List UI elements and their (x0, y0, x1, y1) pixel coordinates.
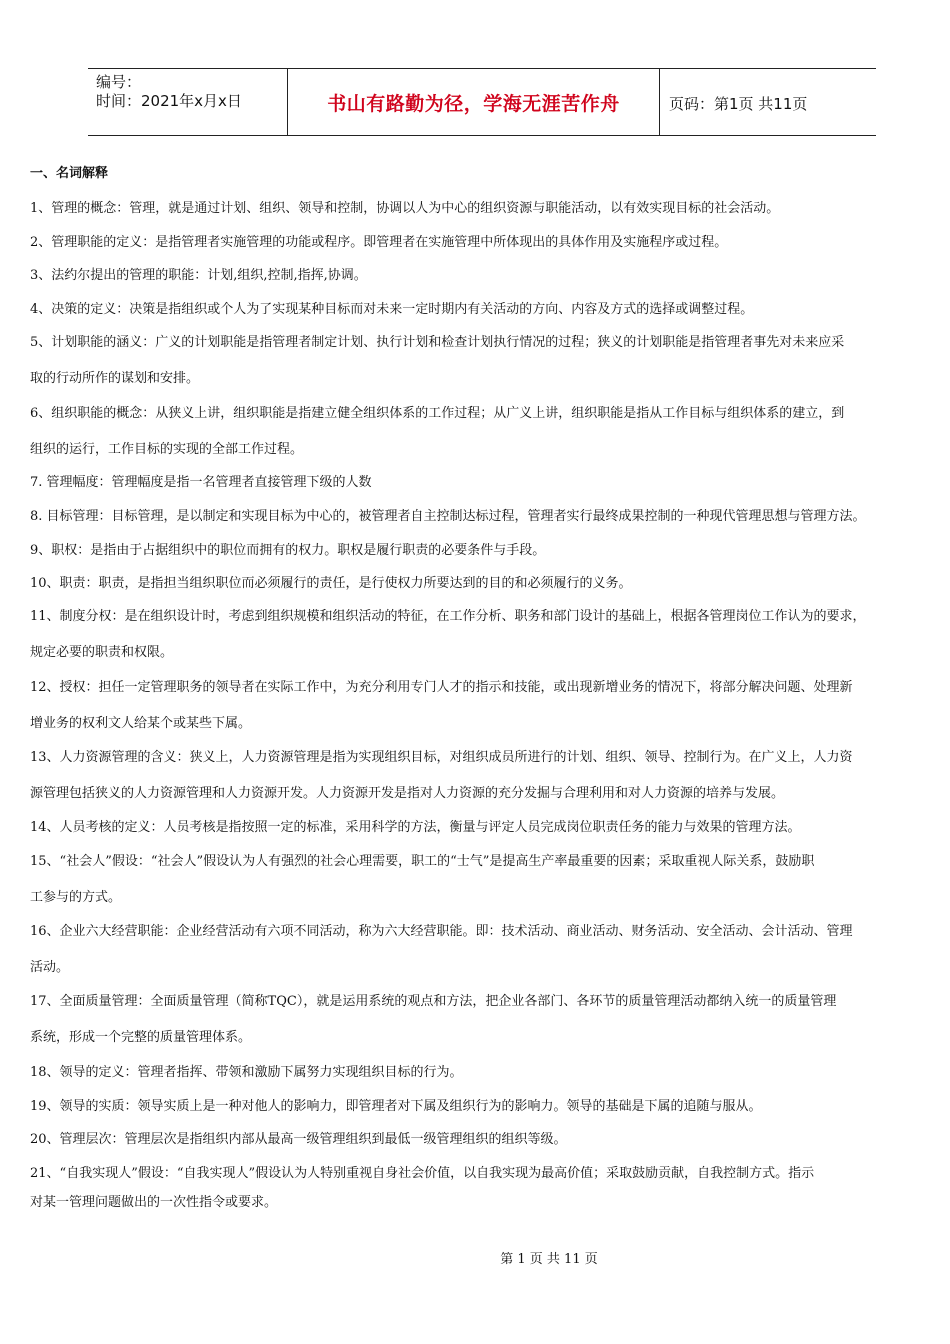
definition-item (30, 850, 940, 905)
definition-item (30, 231, 940, 250)
definition-item (30, 264, 940, 283)
definition-item (30, 402, 940, 457)
header-page-number: 页码：第1页 共11页 (669, 95, 808, 113)
definition-line: 19、领导的实质：领导实质上是一种对他人的影响力，即管理者对下属及组织行为的影响力。领导的基础是下属的追随与服从。 (30, 1099, 762, 1114)
definition-line: 15、“社会人”假设：“社会人”假设认为人有强烈的社会心理需要，职工的“士气”是提高生产率最重要的因素；采取重视人际关系，鼓励职 (30, 854, 815, 869)
definition-item (30, 746, 940, 801)
section-title: 一、名词解释 (30, 166, 109, 181)
document-header (88, 68, 876, 136)
definition-item (30, 1061, 940, 1080)
definition-item (30, 471, 940, 490)
definition-line: 21、“自我实现人”假设：“自我实现人”假设认为人特别重视自身社会价值，以自我实现为最高价值；采取鼓励贡献，自我控制方式。指示 (30, 1166, 815, 1181)
definition-line-continued: 工参与的方式。 (30, 890, 122, 905)
definition-line: 9、职权：是指由于占据组织中的职位而拥有的权力。职权是履行职责的必要条件与手段。 (30, 543, 546, 558)
definition-line: 13、人力资源管理的含义：狭义上，人力资源管理是指为实现组织目标，对组织成员所进行的计划、组织、领导、控制行为。在广义上，人力资 (30, 750, 853, 765)
definition-line-continued: 源管理包括狭义的人力资源管理和人力资源开发。人力资源开发是指对人力资源的充分发掘与合理利用和对人力资源的培养与发展。 (30, 786, 785, 801)
definition-line: 14、人员考核的定义：人员考核是指按照一定的标准，采用科学的方法，衡量与评定人员完成岗位职责任务的能力与效果的管理方法。 (30, 820, 801, 835)
definition-line: 12、授权：担任一定管理职务的领导者在实际工作中，为充分利用专门人才的指示和技能，或出现新增业务的情况下，将部分解决问题、处理新 (30, 680, 853, 695)
definition-item (30, 816, 940, 835)
definition-line: 17、全面质量管理：全面质量管理（简称TQC），就是运用系统的观点和方法，把企业各部门、各环节的质量管理活动都纳入统一的质量管理 (30, 994, 837, 1009)
definition-line: 3、法约尔提出的管理的职能：计划,组织,控制,指挥,协调。 (30, 268, 367, 283)
definition-line: 5、计划职能的涵义：广义的计划职能是指管理者制定计划、执行计划和检查计划执行情况的过程；狭义的计划职能是指管理者事先对未来应采 (30, 335, 845, 350)
definition-line-continued: 规定必要的职责和权限。 (30, 645, 174, 660)
definition-item (30, 920, 940, 975)
header-divider (659, 69, 660, 135)
definition-line: 4、决策的定义：决策是指组织或个人为了实现某种目标而对未来一定时期内有关活动的方向、内容及方式的选择或调整过程。 (30, 302, 754, 317)
definition-item (30, 990, 940, 1045)
definition-item (30, 605, 940, 660)
definition-item (30, 572, 940, 591)
definition-line-continued: 增业务的权利文人给某个或某些下属。 (30, 716, 252, 731)
page-footer: 第 1 页 共 11 页 (500, 1252, 598, 1267)
document-time-label: 时间：2021年x月x日 (96, 92, 242, 110)
definition-line-continued: 取的行动所作的谋划和安排。 (30, 371, 200, 386)
definition-line: 16、企业六大经营职能：企业经营活动有六项不同活动，称为六大经营职能。即：技术活动、商业活动、财务活动、安全活动、会计活动、管理 (30, 924, 853, 939)
definition-line: 18、领导的定义：管理者指挥、带领和激励下属努力实现组织目标的行为。 (30, 1065, 463, 1080)
definition-line: 1、管理的概念：管理，就是通过计划、组织、领导和控制，协调以人为中心的组织资源与职能活动，以有效实现目标的社会活动。 (30, 201, 780, 216)
header-meta (96, 73, 286, 111)
definition-line: 8. 目标管理：目标管理，是以制定和实现目标为中心的，被管理者自主控制达标过程，管理者实行最终成果控制的一种现代管理思想与管理方法。 (30, 509, 866, 524)
definition-item (30, 1162, 940, 1210)
definition-item (30, 1128, 940, 1147)
definition-item (30, 505, 940, 524)
header-motto: 书山有路勤为径，学海无涯苦作舟 (327, 93, 620, 115)
definition-line-continued: 组织的运行，工作目标的实现的全部工作过程。 (30, 442, 304, 457)
definition-line: 20、管理层次：管理层次是指组织内部从最高一级管理组织到最低一级管理组织的组织等级。 (30, 1132, 567, 1147)
definition-line: 2、管理职能的定义：是指管理者实施管理的功能或程序。即管理者在实施管理中所体现出的具体作用及实施程序或过程。 (30, 235, 728, 250)
definition-line-continued: 活动。 (30, 960, 70, 975)
definition-item (30, 539, 940, 558)
document-number-label: 编号： (96, 73, 142, 91)
definition-line: 6、组织职能的概念：从狭义上讲，组织职能是指建立健全组织体系的工作过程；从广义上讲，组织职能是指从工作目标与组织体系的建立，到 (30, 406, 845, 421)
definition-line: 11、制度分权：是在组织设计时，考虑到组织规模和组织活动的特征，在工作分析、职务和部门设计的基础上，根据各管理岗位工作认为的要求， (30, 609, 866, 624)
definition-item (30, 1095, 940, 1114)
definition-line: 10、职责：职责，是指担当组织职位而必须履行的责任，是行使权力所要达到的目的和必须履行的义务。 (30, 576, 632, 591)
definition-line-continued: 对某一管理问题做出的一次性指令或要求。 (30, 1195, 278, 1210)
definition-item (30, 331, 940, 386)
definition-item (30, 197, 940, 216)
definition-line: 7. 管理幅度：管理幅度是指一名管理者直接管理下级的人数 (30, 475, 372, 490)
definition-line-continued: 系统，形成一个完整的质量管理体系。 (30, 1030, 252, 1045)
definition-item (30, 676, 940, 731)
definition-item (30, 298, 940, 317)
